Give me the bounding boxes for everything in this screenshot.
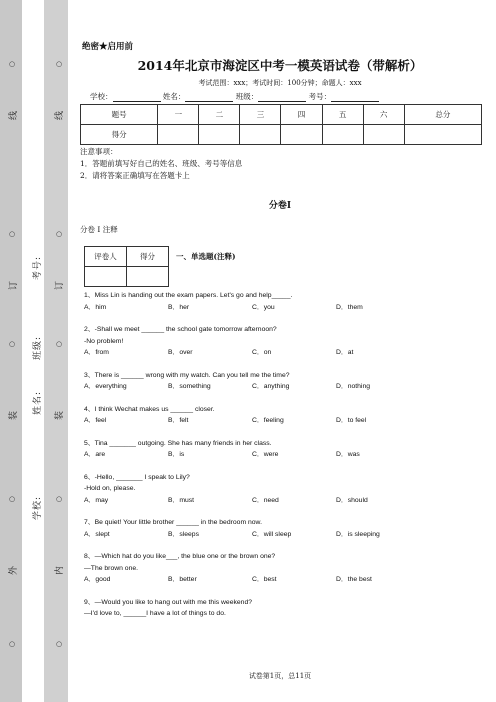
question-stem: 4、I think Wechat makes us ______ closer.: [84, 405, 215, 413]
score-cell: 一: [158, 105, 199, 125]
question-item: [84, 404, 484, 427]
score-cell: 得分: [81, 125, 158, 145]
inner-circle-4: ○: [56, 495, 63, 503]
option-row: [84, 347, 484, 359]
score-table-header-row: [81, 105, 482, 125]
answer-option[interactable]: C．best: [252, 576, 277, 583]
secret-label: 绝密★启用前: [82, 42, 134, 52]
inner-mark-1: 线: [55, 109, 65, 120]
score-cell: 总分: [404, 105, 481, 125]
inner-circle-1: ○: [56, 60, 63, 68]
answer-option[interactable]: A．good: [84, 576, 111, 583]
answer-option[interactable]: B．must: [168, 496, 195, 504]
class-field-label: 班级：: [235, 92, 259, 101]
answer-option[interactable]: D．them: [336, 303, 363, 311]
score-cell[interactable]: [281, 125, 322, 145]
score-cell[interactable]: [158, 125, 199, 145]
answer-option[interactable]: C．were: [252, 451, 279, 458]
question-item: [84, 472, 484, 507]
question-stem: 9、—Would you like to hang out with me this weekend?: [84, 598, 253, 606]
student-info-line: [90, 91, 379, 102]
option-row: [84, 574, 484, 586]
inner-binding-strip: [44, 0, 68, 702]
score-cell[interactable]: [240, 125, 281, 145]
question-stem: 6、-Hello, _______ I speak to Lily?: [84, 473, 190, 481]
outer-circle-2: ○: [9, 230, 16, 238]
outer-mark-4: 外: [9, 564, 19, 575]
answer-option[interactable]: C．feeling: [252, 417, 284, 424]
answer-option[interactable]: A．are: [84, 451, 106, 458]
answer-option[interactable]: D．at: [336, 349, 354, 356]
answer-option[interactable]: B．her: [168, 303, 190, 311]
outer-circle-1: ○: [9, 60, 16, 68]
answer-option[interactable]: D．to feel: [336, 417, 367, 424]
score-cell[interactable]: [363, 125, 404, 145]
exam-meta: 考试范围：xxx；考试时间：100分钟；命题人：xxx: [198, 79, 362, 87]
page-footer: 试卷第1页，总11页: [248, 672, 312, 680]
question-stem: 8、—Which hat do you like___, the blue one or the brown one?: [84, 553, 276, 560]
answer-option[interactable]: A．everything: [84, 383, 127, 390]
class-blank[interactable]: [258, 92, 306, 102]
outer-mark-2: 订: [9, 279, 19, 290]
outer-circle-4: ○: [9, 495, 16, 503]
answer-option[interactable]: A．him: [84, 303, 107, 311]
grader-header: 评卷人: [85, 247, 127, 267]
school-field-label: 学校：: [90, 92, 113, 101]
answer-option[interactable]: B．is: [168, 451, 185, 458]
score-cell[interactable]: [404, 125, 481, 145]
notes-heading: 注意事项：: [80, 147, 118, 156]
score-table-score-row: [81, 125, 482, 145]
answer-option[interactable]: A．slept: [84, 530, 110, 538]
exam-title: 2014年北京市海淀区中考一模英语试卷（带解析）: [137, 58, 423, 73]
option-row: [84, 415, 484, 427]
question-list: [84, 290, 484, 631]
answer-option[interactable]: B．sleeps: [168, 530, 199, 538]
answer-option[interactable]: B．better: [168, 576, 197, 583]
grader-header: 得分: [127, 247, 169, 267]
inner-circle-5: ○: [56, 640, 63, 648]
outer-mark-1: 线: [9, 109, 19, 120]
question-dialogue-line: -Hold on, please.: [84, 485, 136, 492]
score-cell: 五: [322, 105, 363, 125]
exam-no-blank[interactable]: [331, 92, 379, 102]
inner-mark-2: 订: [55, 279, 65, 290]
inner-circle-2: ○: [56, 230, 63, 238]
section-heading: 一、单选题(注释): [176, 252, 236, 261]
notes-block: [80, 146, 242, 182]
answer-option[interactable]: C．you: [252, 303, 275, 311]
answer-option[interactable]: D．should: [336, 496, 368, 504]
score-cell: 四: [281, 105, 322, 125]
outer-circle-5: ○: [9, 640, 16, 648]
answer-option[interactable]: A．from: [84, 349, 109, 356]
question-item: [84, 597, 484, 620]
part-title: 分卷I: [268, 201, 292, 211]
score-cell: 三: [240, 105, 281, 125]
answer-option[interactable]: C．anything: [252, 383, 290, 390]
answer-option[interactable]: C．on: [252, 349, 272, 356]
question-item: [84, 438, 484, 461]
question-stem: 7、Be quiet! Your little brother ______ in the bedroom now.: [84, 519, 262, 526]
outer-binding-strip: [0, 0, 22, 702]
score-cell[interactable]: [199, 125, 240, 145]
name-blank[interactable]: [185, 92, 233, 102]
inner-mark-3: 装: [55, 409, 65, 420]
score-cell: 二: [199, 105, 240, 125]
inner-mark-4: 内: [55, 564, 65, 575]
score-cell: 题号: [81, 105, 158, 125]
answer-option[interactable]: A．feel: [84, 417, 107, 424]
question-dialogue-line: —I'd love to, ______I have a lot of things to do.: [84, 610, 226, 617]
question-item: [84, 324, 484, 359]
name-label: 姓名:: [33, 390, 43, 415]
question-stem: 3、There is ______ wrong with my watch. Can you tell me the time?: [84, 371, 290, 379]
score-cell[interactable]: [322, 125, 363, 145]
notes-item: 1．答题前填写好自己的姓名、班级、考号等信息: [80, 159, 243, 168]
question-item: [84, 370, 484, 393]
question-dialogue-line: -No problem!: [84, 337, 124, 345]
answer-option[interactable]: C．need: [252, 496, 279, 504]
outer-circle-3: ○: [9, 340, 16, 348]
answer-option[interactable]: D．is sleeping: [336, 530, 380, 538]
exam-no-field-label: 考号：: [308, 92, 332, 101]
grader-cell[interactable]: [85, 267, 127, 287]
option-row: [84, 381, 484, 393]
question-stem: 1、Miss Lin is handing out the exam papers. Let's go and help_____.: [84, 292, 293, 299]
question-item: [84, 517, 484, 540]
answer-option[interactable]: A．may: [84, 496, 109, 504]
option-row: [84, 449, 484, 461]
school-blank[interactable]: [113, 92, 161, 102]
name-field-label: 姓名：: [162, 92, 186, 101]
outer-mark-3: 装: [9, 409, 19, 420]
question-item: [84, 551, 484, 586]
grader-cell[interactable]: [127, 267, 169, 287]
grader-table: [84, 246, 169, 287]
question-dialogue-line: —The brown one.: [84, 564, 139, 572]
answer-option[interactable]: B．felt: [168, 417, 189, 424]
class-label: 班级:: [33, 335, 43, 360]
part-subtitle: 分卷 I 注释: [80, 225, 118, 234]
answer-option[interactable]: C．will sleep: [252, 530, 292, 538]
option-row: [84, 529, 484, 541]
option-row: [84, 495, 484, 507]
option-row: [84, 302, 484, 314]
question-stem: 5、Tina _______ outgoing. She has many friends in her class.: [84, 439, 272, 447]
score-cell: 六: [363, 105, 404, 125]
question-stem: 2、-Shall we meet ______ the school gate tomorrow afternoon?: [84, 326, 277, 333]
school-label: 学校:: [33, 495, 43, 520]
answer-option[interactable]: D．nothing: [336, 383, 371, 390]
answer-option[interactable]: B．over: [168, 349, 193, 356]
score-table: [80, 104, 482, 145]
answer-option[interactable]: D．was: [336, 451, 360, 458]
answer-option[interactable]: B．something: [168, 383, 211, 390]
exam-no-label: 考号:: [33, 255, 43, 280]
inner-circle-3: ○: [56, 340, 63, 348]
answer-option[interactable]: D．the best: [336, 576, 372, 583]
question-item: [84, 290, 484, 313]
notes-item: 2．请将答案正确填写在答题卡上: [80, 171, 190, 180]
